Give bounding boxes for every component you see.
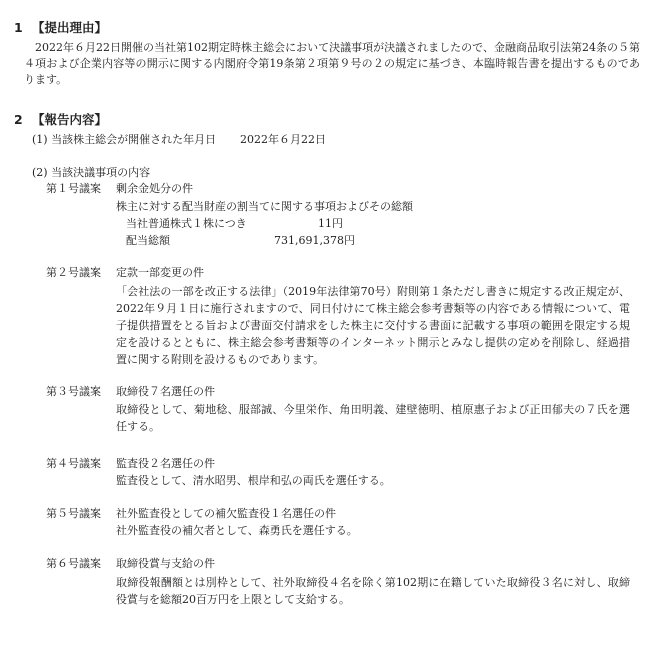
proposal-2-body: 「会社法の一部を改正する法律」（2019年法律第70号）附則第１条ただし書きに規定する改正規定が、2022年９月１日に施行されますので、同日付けにて株主総会参考書類等の内容である情報について、電子提供措置をとる旨および書面交付請求をした株主に交付する書面に記載する事項の範囲を限定する規定を設けるとともに、株主総会参考書類等のインターネット開示とみなし提供の定めを削除し、経過措置に関する附則を設けるものであります。	[116, 285, 630, 366]
section2-heading	[14, 112, 107, 128]
proposal-1-body: 株主に対する配当財産の割当てに関する事項およびその総額	[116, 200, 413, 213]
section1-heading	[14, 20, 107, 36]
meeting-date-value: 2022年６月22日	[240, 133, 326, 146]
proposal-2-label: 第２号議案	[46, 266, 101, 279]
proposal-3-body: 取締役として、菊地稔、服部誠、今里栄作、角田明義、建壁徳明、植原惠子および正田郁夫の７氏を選任する。	[116, 403, 630, 433]
proposal-3-title: 取締役７名選任の件	[116, 385, 215, 398]
dividend-total-label: 配当総額	[126, 234, 170, 247]
proposal-5-label: 第５号議案	[46, 507, 101, 520]
dividend-per-share-value: 11円	[318, 217, 343, 230]
proposal-6-label: 第６号議案	[46, 557, 101, 570]
proposal-4-body: 監査役として、清水昭男、根岸和弘の両氏を選任する。	[116, 474, 391, 487]
proposal-5-title: 社外監査役としての補欠監査役１名選任の件	[116, 507, 336, 520]
section1-title: 【提出理由】	[32, 20, 108, 35]
meeting-date-label: (1) 当該株主総会が開催された年月日	[32, 133, 217, 146]
proposal-6-body: 取締役報酬額とは別枠として、社外取締役４名を除く第102期に在籍していた取締役３名に対し、取締役賞与を総額20百万円を上限として支給する。	[116, 576, 630, 606]
section1-body: 2022年６月22日開催の当社第102期定時株主総会において決議事項が決議されましたので、金融商品取引法第24条の５第４項および企業内容等の開示に関する内閣府令第19条第２項第９号の２の規定に基づき、本臨時報告書を提出するものであります。	[24, 41, 640, 86]
section2-number: 2	[14, 112, 23, 127]
proposal-2-title: 定款一部変更の件	[116, 266, 204, 279]
proposal-4-title: 監査役２名選任の件	[116, 457, 215, 470]
resolution-items-label: (2) 当該決議事項の内容	[32, 166, 151, 179]
proposal-6-title: 取締役賞与支給の件	[116, 557, 215, 570]
dividend-total-value: 731,691,378円	[274, 234, 355, 247]
section2-title: 【報告内容】	[32, 112, 108, 127]
proposal-3-label: 第３号議案	[46, 385, 101, 398]
proposal-5-body: 社外監査役の補欠者として、森勇氏を選任する。	[116, 524, 358, 537]
proposal-1-label: 第１号議案	[46, 182, 101, 195]
dividend-per-share-label: 当社普通株式１株につき	[126, 217, 247, 230]
proposal-4-label: 第４号議案	[46, 457, 101, 470]
section1-number: 1	[14, 20, 23, 35]
proposal-1-title: 剰余金処分の件	[116, 182, 193, 195]
